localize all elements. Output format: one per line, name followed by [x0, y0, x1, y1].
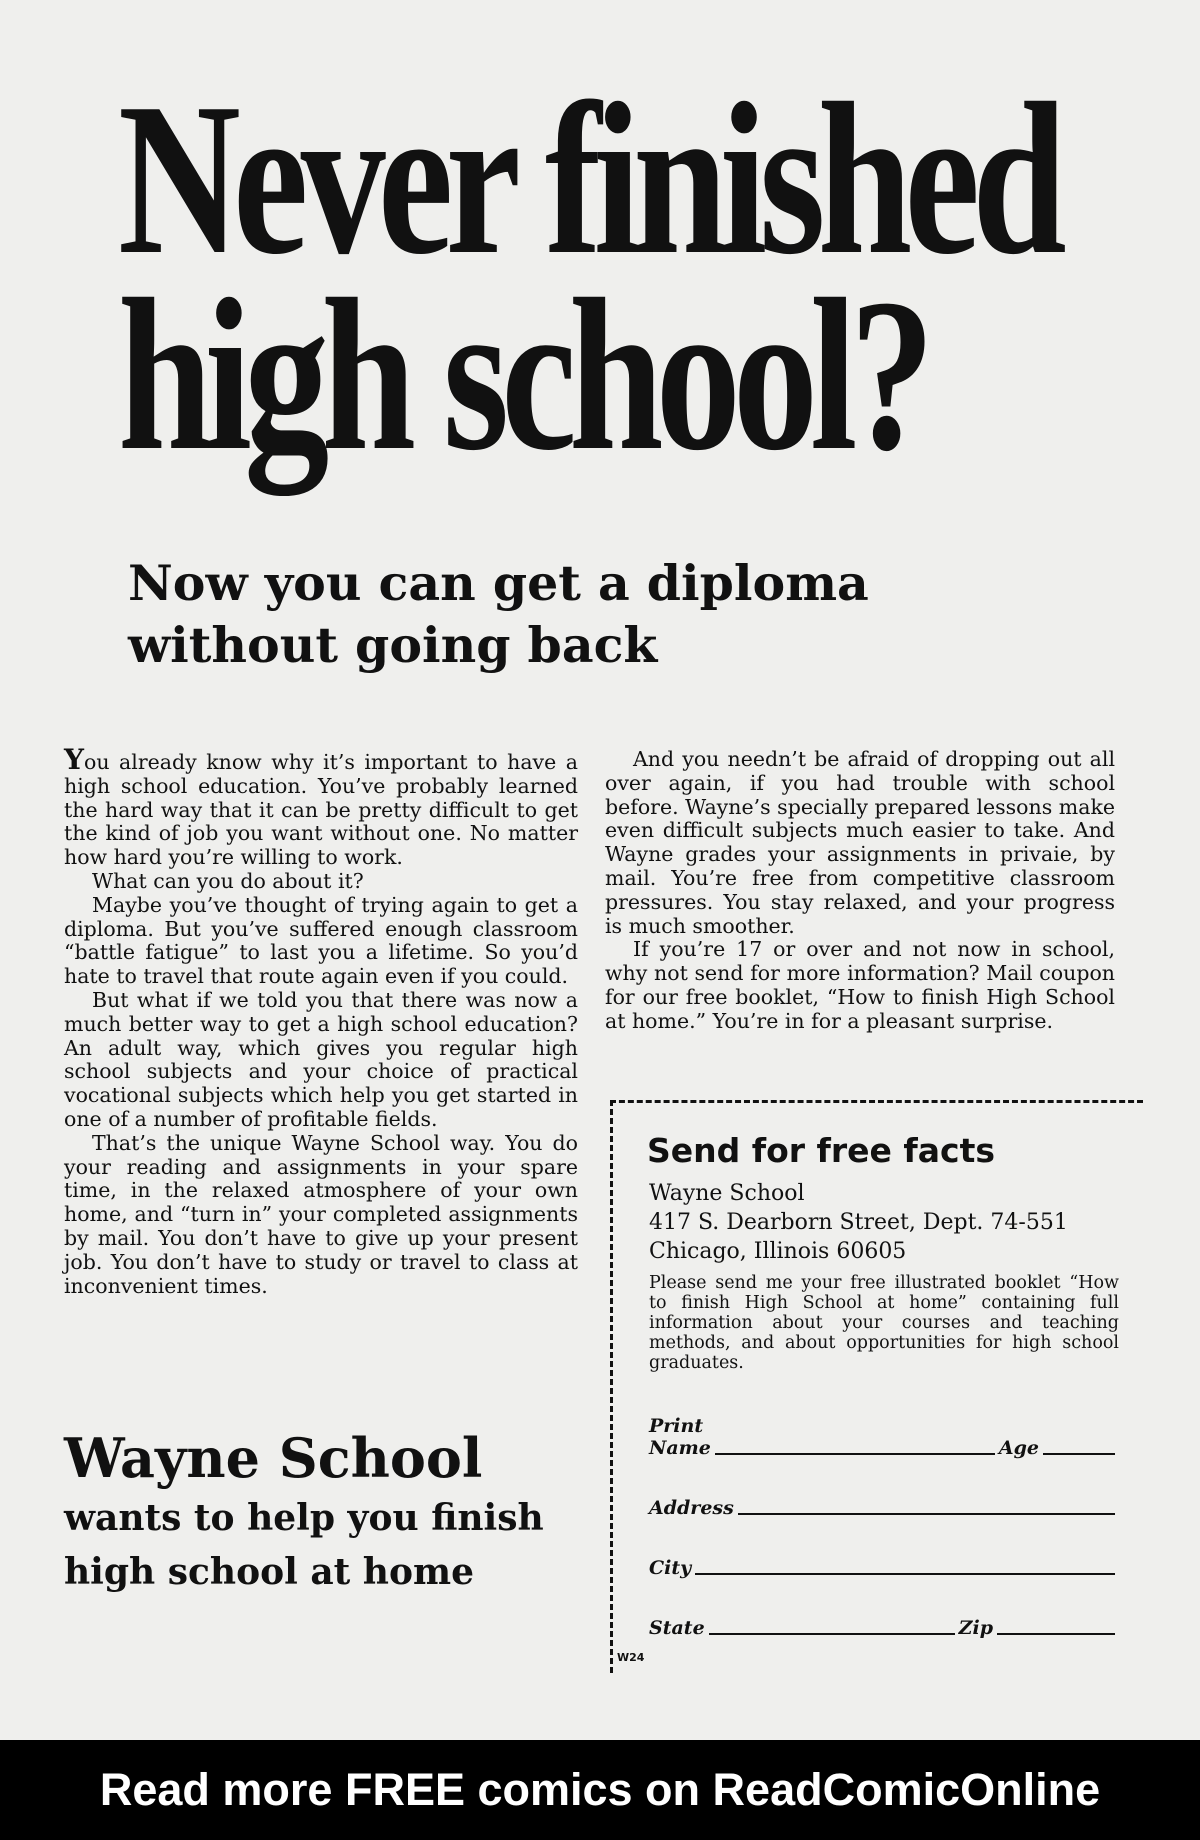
address-line-2: 417 S. Dearborn Street, Dept. 74-551: [649, 1210, 1068, 1235]
coupon-code: W24: [617, 1651, 645, 1664]
brand-tagline-1: wants to help you finish: [64, 1497, 544, 1539]
age-label: Age: [998, 1437, 1039, 1459]
address-field[interactable]: [738, 1511, 1115, 1515]
banner-text: Read more FREE comics on ReadComicOnline: [99, 1764, 1101, 1815]
body-paragraph: You already know why it’s important to have a high school education. You’ve probably learned the hard way that it can be pretty difficult to get the kind of job you want without one. No matter how hard you’re willing to work.: [64, 743, 578, 870]
age-field[interactable]: [1043, 1451, 1115, 1455]
brand-name: Wayne School: [64, 1426, 483, 1490]
headline: [118, 59, 1059, 496]
state-zip-row: [649, 1617, 1119, 1639]
address-row: [649, 1497, 1119, 1519]
print-label: Print: [649, 1415, 704, 1437]
body-right-column: [605, 748, 1115, 1034]
coupon-request-text: Please send me your free illustrated booklet “How to finish High School at home” containing full information about your courses and teaching methods, and about opportunities for high school graduates.: [649, 1273, 1119, 1373]
body-paragraph: If you’re 17 or over and not now in school, why not send for more information? Mail coupon for our free booklet, “How to finish High School at home.” You’re in for a pleasant surprise.: [605, 937, 1115, 1033]
brand-block: [64, 1425, 584, 1599]
zip-label: Zip: [958, 1617, 993, 1639]
name-label: Name: [649, 1437, 711, 1459]
address-label: Address: [649, 1497, 734, 1519]
body-paragraph: What can you do about it?: [92, 868, 364, 893]
coupon-title: Send for free facts: [647, 1131, 996, 1170]
city-field[interactable]: [695, 1571, 1115, 1575]
mail-coupon: [610, 1100, 1143, 1673]
body-left-column: [64, 743, 578, 1298]
state-label: State: [649, 1617, 705, 1639]
body-paragraph: But what if we told you that there was now a much better way to get a high school education? An adult way, which gives you regular high school subjects and your choice of practical vocational subjects which help you get started in one of a number of profitable fields.: [64, 987, 578, 1131]
body-paragraph: And you needn’t be afraid of dropping out all over again, if you had trouble with school before. Wayne’s specially prepared lessons make even difficult subjects much easier to take. And Wayne grades your assignments in privaie, by mail. You’re free from competitive classroom pressures. You stay relaxed, and your progress is much smoother.: [605, 747, 1115, 938]
subhead-line-1: Now you can get a diploma: [128, 554, 869, 612]
address-line-1: Wayne School: [649, 1181, 805, 1206]
name-age-row: [649, 1437, 1119, 1459]
body-paragraph: That’s the unique Wayne School way. You do your reading and assignments in your spare time, in the relaxed atmosphere of your own home, and “turn in” your completed assignments by mail. You don’t have to give up your present job. You don’t have to study or travel to class at inconvenient times.: [64, 1130, 578, 1298]
body-paragraph: Maybe you’ve thought of trying again to get a diploma. But you’ve suffered enough classroom “battle fatigue” to last you a lifetime. So you’d hate to travel that route again even if you could.: [64, 892, 578, 989]
headline-line-1: Never finished: [118, 59, 1059, 300]
coupon-address: [649, 1179, 1068, 1266]
promo-banner[interactable]: [0, 1740, 1200, 1840]
subhead-line-2: without going back: [128, 616, 658, 674]
city-label: City: [649, 1557, 692, 1579]
headline-line-2: high school?: [118, 255, 927, 496]
state-field[interactable]: [709, 1631, 955, 1635]
name-field[interactable]: [715, 1451, 995, 1455]
brand-tagline-2: high school at home: [64, 1551, 474, 1593]
subheadline: [128, 552, 1028, 676]
address-line-3: Chicago, Illinois 60605: [649, 1239, 907, 1264]
city-row: [649, 1557, 1119, 1579]
zip-field[interactable]: [997, 1631, 1115, 1635]
